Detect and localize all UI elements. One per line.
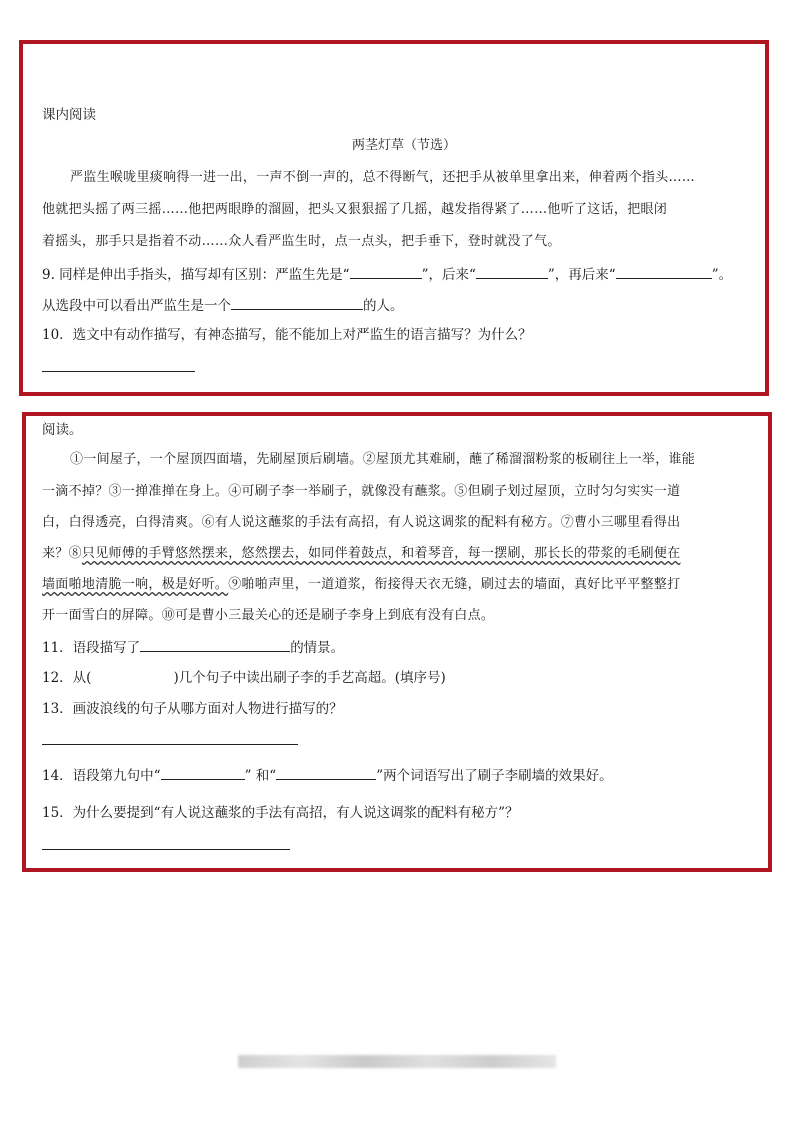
question-12	[42, 668, 446, 688]
wavy-sentence-part-2: 墙面啪地清脆一响，极是好听。	[42, 577, 229, 592]
passage2-line-4-plain: 来？⑧	[42, 546, 82, 561]
q9-line2-text-b: 的人。	[363, 298, 404, 314]
passage2-line-4	[42, 544, 680, 564]
q9-blank-4[interactable]	[231, 295, 363, 310]
passage2-line-6: 开一面雪白的屏障。⑩可是曹小三最关心的还是刷子李身上到底有没有白点。	[42, 608, 495, 623]
passage2-line-5	[42, 575, 680, 595]
q14-blank-1[interactable]	[161, 765, 245, 780]
footer-watermark-blur	[238, 1055, 556, 1068]
q11-text-b: 的情景。	[290, 640, 345, 656]
question-14	[42, 765, 613, 786]
q10-answer-line[interactable]	[42, 371, 195, 372]
q11-text-a: 11．语段描写了	[42, 640, 141, 656]
q14-text-b: ” 和“	[244, 768, 277, 784]
question-9	[42, 264, 732, 285]
question-15: 15．为什么要提到“有人说这蘸浆的手法有高招，有人说这调浆的配料有秘方”？	[42, 805, 519, 821]
section2-heading: 阅读。	[42, 422, 83, 438]
passage-title: 两茎灯草（节选）	[352, 138, 457, 153]
section1-heading: 课内阅读	[42, 107, 96, 123]
q14-text-a: 14．语段第九句中“	[42, 768, 161, 784]
passage2-line-5-plain: ⑨啪啪声里，一道道浆，衔接得天衣无缝，刷过去的墙面，真好比平平整整打	[228, 577, 681, 592]
question-11	[42, 637, 344, 658]
q9-text-a: 9. 同样是伸出手指头，描写却有区别：严监生先是“	[42, 267, 350, 283]
q12-text-b: )几个句子中读出刷子李的手艺高超。(填序号)	[173, 670, 446, 686]
q9-line2-text-a: 从选段中可以看出严监生是一个	[42, 298, 231, 314]
q9-text-c: ”，再后来“	[547, 267, 616, 283]
q9-blank-2[interactable]	[476, 264, 548, 279]
passage1-line-3: 着摇头，那手只是指着不动……众人看严监生时，点一点头，把手垂下，登时就没了气。	[42, 234, 561, 249]
q9-text-b: ”，后来“	[421, 267, 476, 283]
passage1-line-2: 他就把头摇了两三摇……他把两眼睁的溜圆，把头又狠狠摇了几摇，越发指得紧了……他听了这话，把眼闭	[42, 202, 668, 217]
q9-text-d: ”。	[711, 267, 733, 283]
question-13: 13．画波浪线的句子从哪方面对人物进行描写的？	[42, 701, 343, 717]
question-10: 10．选文中有动作描写，有神态描写，能不能加上对严监生的语言描写？为什么？	[42, 327, 532, 343]
q9-blank-3[interactable]	[616, 264, 712, 279]
passage1-line-1: 严监生喉咙里痰响得一进一出，一声不倒一声的，总不得断气，还把手从被单里拿出来，伸着两个指头……	[70, 170, 696, 185]
wavy-sentence-part-1: 只见师傅的手臂悠然摆来，悠然摆去，如同伴着鼓点，和着琴音，每一摆刷，那长长的带浆的毛刷便在	[81, 546, 681, 561]
question-9-line-2	[42, 295, 404, 316]
q14-text-c: ”两个词语写出了刷子李刷墙的效果好。	[376, 768, 613, 784]
passage2-line-2: 一滴不掉？③一掸准掸在身上。④可刷子李一举刷子，就像没有蘸浆。⑤但刷子划过屋顶，立时匀匀实实一道	[42, 484, 681, 499]
q14-blank-2[interactable]	[276, 765, 376, 780]
q15-answer-line[interactable]	[42, 849, 290, 850]
q12-text-a: 12．从(	[42, 670, 92, 686]
passage2-line-1: ①一间屋子，一个屋顶四面墙，先刷屋顶后刷墙。②屋顶尤其难刷，蘸了稀溜溜粉浆的板刷往上一举，谁能	[70, 452, 696, 467]
passage2-line-3: 白，白得透亮，白得清爽。⑥有人说这蘸浆的手法有高招，有人说这调浆的配料有秘方。⑦曹小三哪里看得出	[42, 515, 681, 530]
q11-blank[interactable]	[140, 637, 290, 652]
q13-answer-line[interactable]	[42, 744, 298, 745]
q9-blank-1[interactable]	[350, 264, 422, 279]
